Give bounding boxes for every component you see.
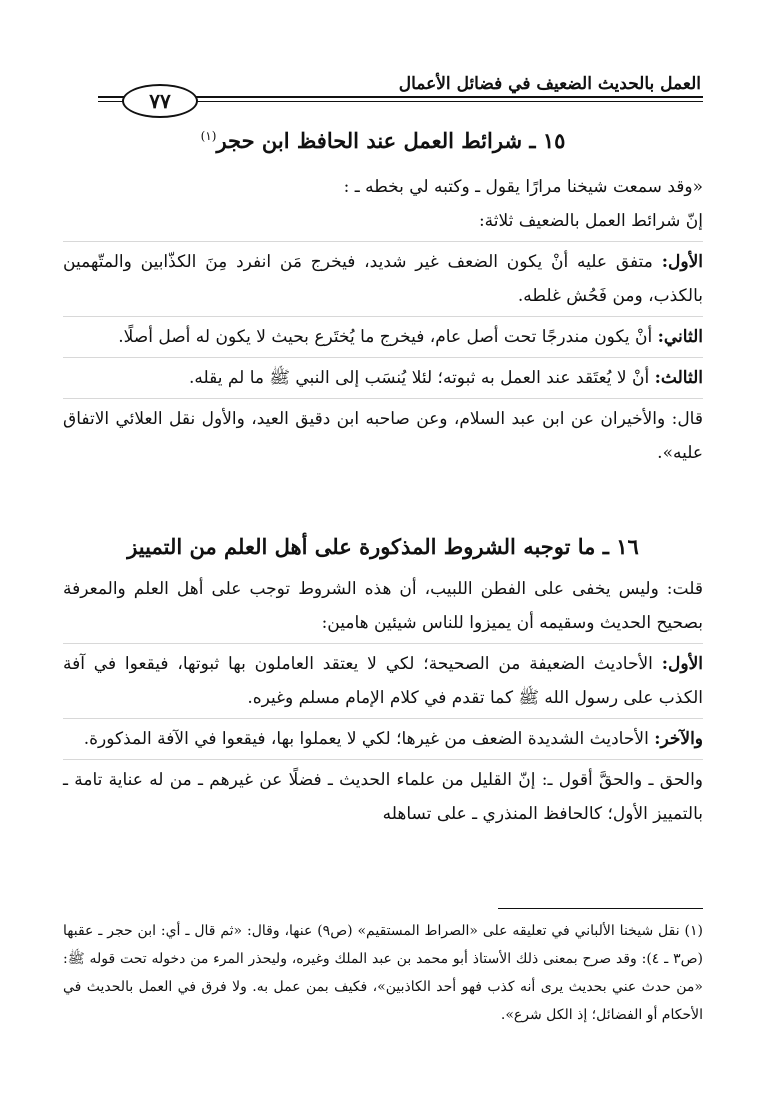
- paragraph-separator: [63, 718, 703, 719]
- paragraph-lead: الأول:: [661, 654, 703, 674]
- section-16-body: [63, 572, 703, 831]
- section-15: [63, 128, 703, 153]
- footnote-marker: (١): [200, 129, 217, 143]
- footnote-rule: [498, 908, 703, 909]
- paragraph-separator: [63, 316, 703, 317]
- paragraph-separator: [63, 241, 703, 242]
- paragraph-separator: [63, 643, 703, 644]
- footnote: (١) نقل شيخنا الألباني في تعليقه على «الصراط المستقيم» (ص٩) عنها، وقال: «ثم قال ـ أي: ابن حجر ـ عقبها (ص٣ ـ ٤): وقد صرح بمعنى ذلك الأستاذ أبو محمد بن عبد الملك وغيره، وليحذر المرء من دخوله تحت قوله ﷺ: «من حدث عني بحديث يرى أنه كذب فهو أحد الكاذبين»، فكيف بمن عمل به. ولا فرق في العمل بالحديث في الأحكام أو الفضائل؛ إذ الكل شرع».: [63, 923, 703, 1023]
- running-header-title: العمل بالحديث الضعيف في فضائل الأعمال: [398, 74, 701, 94]
- paragraph-lead: الثاني:: [657, 327, 703, 347]
- section-heading: ١٥ ـ شرائط العمل عند الحافظ ابن حجر$^{(١)}$: [200, 128, 566, 153]
- paragraph-separator: [63, 759, 703, 760]
- section-15-body: [63, 170, 703, 470]
- paragraph-separator: [63, 398, 703, 399]
- paragraph-lead: الثالث:: [654, 368, 703, 388]
- page-number: ٧٧: [122, 84, 198, 118]
- section-heading: ١٦ ـ ما توجبه الشروط المذكورة على أهل العلم من التمييز: [127, 534, 639, 559]
- paragraph: الثالث: أنْ لا يُعتَقد عند العمل به ثبوته؛ لئلا يُنسَب إلى النبي ﷺ ما لم يقله.: [188, 368, 703, 388]
- paragraph: والحق ـ والحقَّ أقول ـ: إنّ القليل من علماء الحديث ـ فضلًا عن غيرهم ـ من له عناية تامة ـ بالتمييز الأول؛ كالحافظ المنذري ـ على تساهله: [63, 770, 703, 824]
- paragraph-lead: والآخر:: [654, 729, 703, 749]
- paragraph: إنّ شرائط العمل بالضعيف ثلاثة:: [478, 211, 703, 231]
- paragraph: الثاني: أنْ يكون مندرجًا تحت أصل عام، فيخرج ما يُختَرع بحيث لا يكون له أصل أصلًا.: [118, 327, 703, 347]
- paragraph: الأول: متفق عليه أنْ يكون الضعف غير شديد، فيخرج مَن انفرد مِنَ الكذّابين والمتّهمين بالكذب، ومن فَحُش غلطه.: [63, 252, 703, 306]
- section-16: [63, 534, 703, 559]
- paragraph-lead: الأول:: [661, 252, 703, 272]
- paragraph: قلت: وليس يخفى على الفطن اللبيب، أن هذه الشروط توجب على أهل العلم والمعرفة بصحيح الحديث وسقيمه أن يميزوا للناس شيئين هامين:: [63, 579, 703, 633]
- paragraph: قال: والأخيران عن ابن عبد السلام، وعن صاحبه ابن دقيق العيد، والأول نقل العلائي الاتفاق عليه».: [63, 409, 703, 463]
- paragraph: «وقد سمعت شيخنا مرارًا يقول ـ وكتبه لي بخطه ـ :: [343, 177, 703, 197]
- paragraph-separator: [63, 357, 703, 358]
- paragraph: الأول: الأحاديث الضعيفة من الصحيحة؛ لكي لا يعتقد العاملون بها ثبوتها، فيقعوا في آفة الكذب على رسول الله ﷺ كما تقدم في كلام الإمام مسلم وغيره.: [63, 654, 703, 708]
- paragraph: والآخر: الأحاديث الشديدة الضعف من غيرها؛ لكي لا يعملوا بها، فيقعوا في الآفة المذكورة.: [83, 729, 703, 749]
